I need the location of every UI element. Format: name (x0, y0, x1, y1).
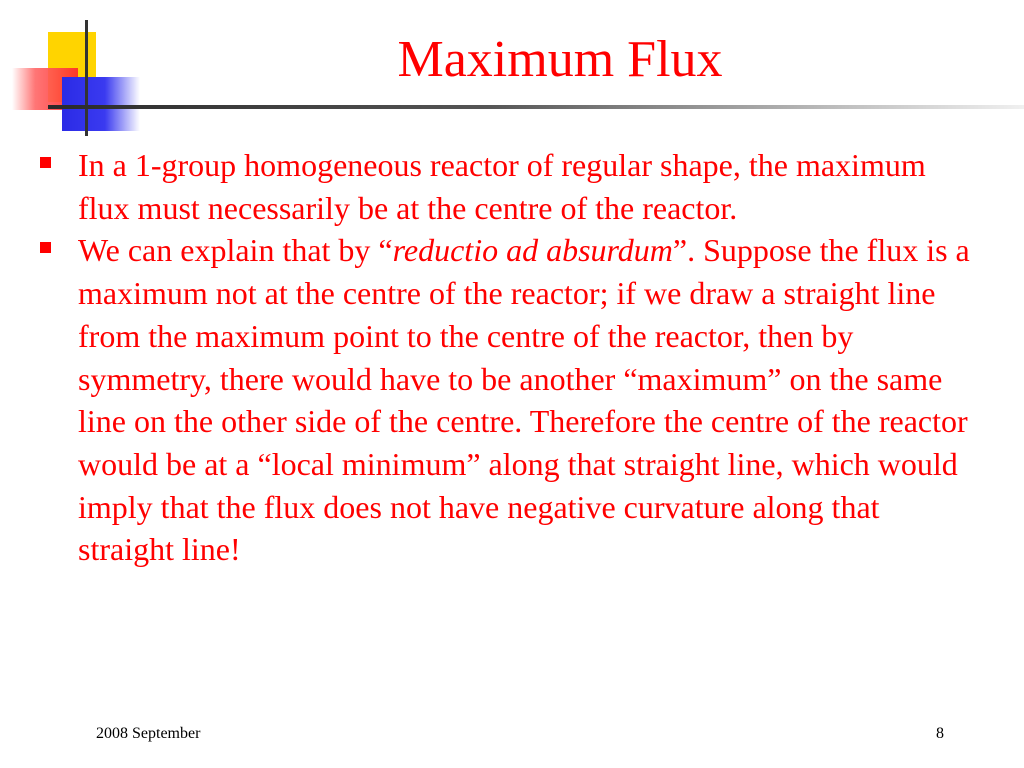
bullet-square-icon (40, 157, 51, 168)
bullet-text-start: We can explain that by “ (78, 232, 393, 269)
title-underline (48, 105, 1024, 109)
slide-body (40, 144, 972, 571)
bullet-item-2 (40, 229, 972, 571)
slide-title: Maximum Flux (397, 31, 723, 88)
bullet-item-1 (40, 144, 972, 229)
bullet-square-icon (40, 242, 51, 253)
bullet-text-rest: ”. Suppose the flux is a maximum not at the centre of the reactor; if we draw a straight line from the maximum point to the centre of the reactor, then by symmetry, there would have to be another “maximum” on the same line on the other side of the centre. Therefore the centre of the reactor would be at a “local minimum” along that straight line, which would imply that the flux does not have negative curvature along that straight line! (78, 232, 970, 568)
bullet-italic-phrase: reductio ad absurdum (392, 232, 673, 269)
footer-date: 2008 September (96, 725, 201, 742)
decor-vertical-line (85, 20, 88, 136)
decor-blue-square (62, 77, 140, 131)
page-number: 8 (936, 725, 944, 742)
bullet-text: In a 1-group homogeneous reactor of regular shape, the maximum flux must necessarily be at the centre of the reactor. (78, 147, 926, 226)
